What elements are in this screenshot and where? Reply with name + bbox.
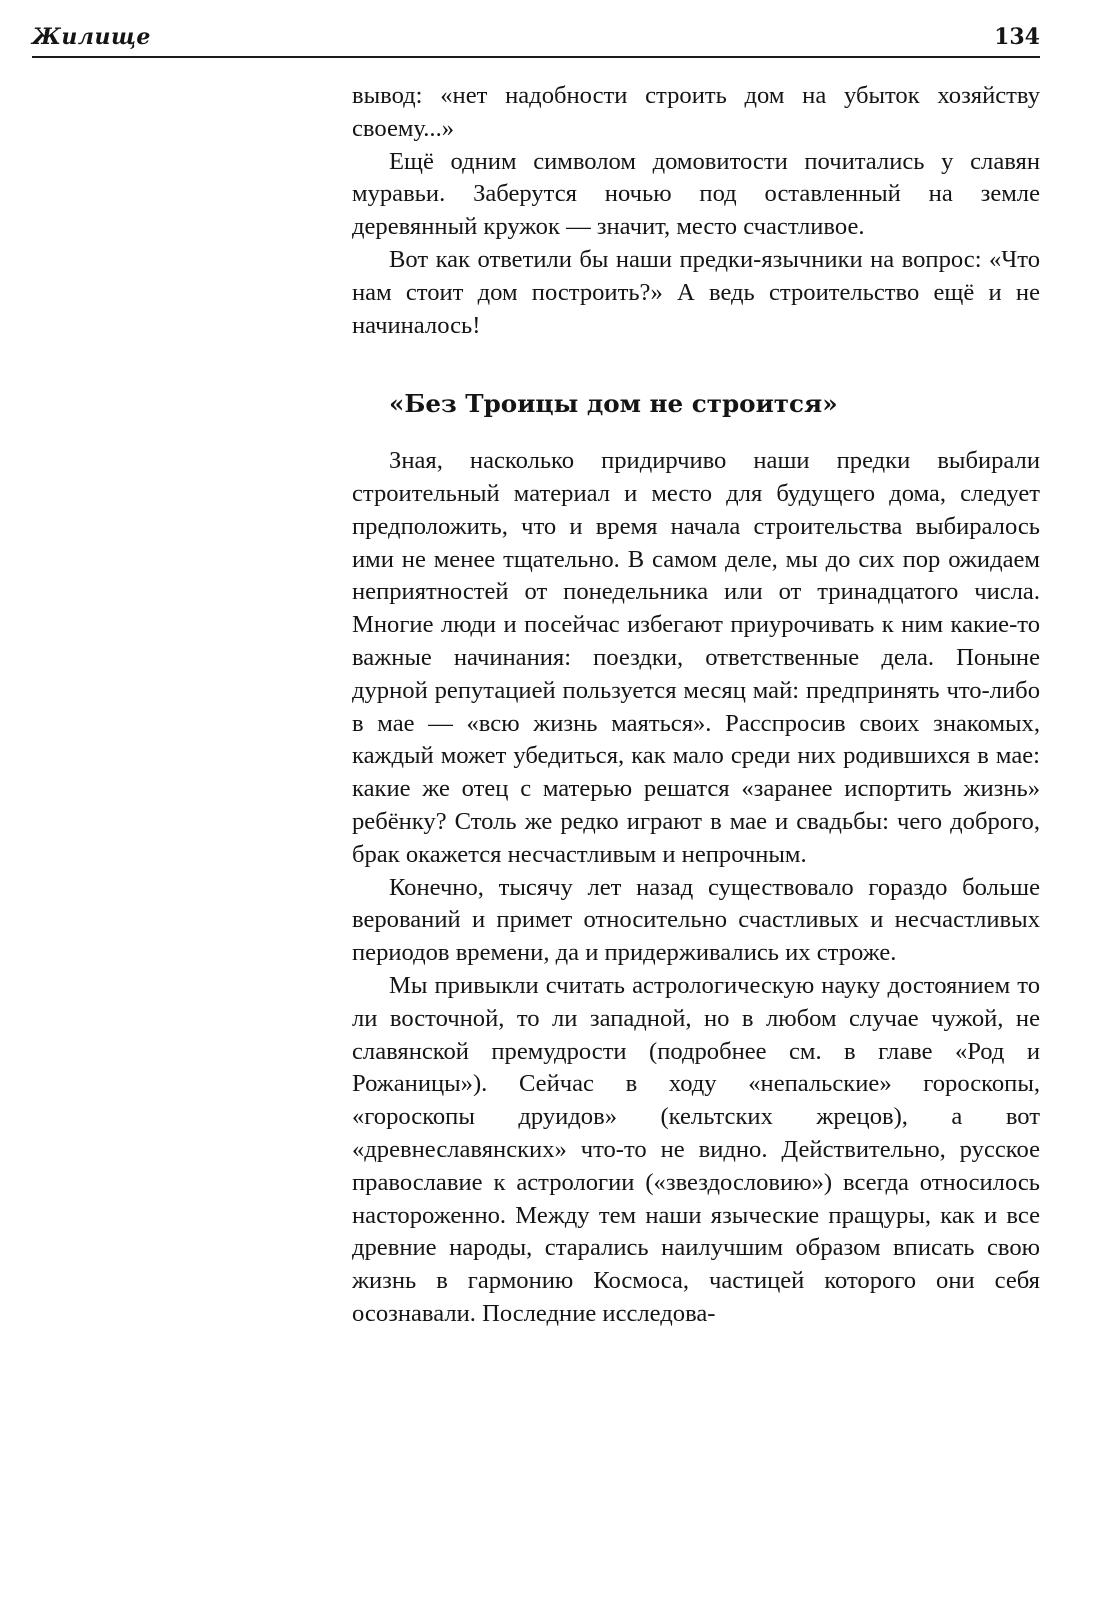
paragraph: вывод: «нет надобности строить дом на убыток хозяйству своему...» [352, 82, 1040, 142]
running-header [32, 22, 1040, 58]
paragraph: Мы привыкли считать астрологическую науку достоянием то ли восточной, то ли западной, но в любом случае чужой, не славянской премудрости (подробнее см. в главе «Род и Рожаницы»). Сейчас в ходу «непальские» гороскопы, «гороскопы друидов» (кельтских жрецов), а вот «древнеславянских» что-то не видно. Действительно, русское православие к астрологии («звездословию») всегда относилось настороженно. Между тем наши языческие пращуры, как и все древние народы, старались наилучшим образом вписать свою жизнь в гармонию Космоса, частицей которого они себя осознавали. Последние исследова- [352, 971, 1040, 1327]
paragraph: Ещё одним символом домовитости почитались у славян муравьи. Заберутся ночью под оставленный на земле деревянный кружок — значит, место счастливое. [352, 147, 1040, 241]
paragraph: Вот как ответили бы наши предки-язычники на вопрос: «Что нам стоит дом построить?» А ведь строительство ещё и не начиналось! [352, 245, 1040, 339]
paragraph: Конечно, тысячу лет назад существовало гораздо больше верований и примет относительно счастливых и несчастливых периодов времени, да и придерживались их строже. [352, 873, 1040, 967]
chapter-title: Жилище [32, 24, 151, 50]
text-column [352, 80, 1040, 1331]
page-number: 134 [994, 24, 1040, 50]
section-heading: «Без Троицы дом не строится» [389, 389, 838, 419]
paragraph: Зная, насколько придирчиво наши предки выбирали строительный материал и место для будущего дома, следует предположить, что и время начала строительства выбиралось ими не менее тщательно. В самом деле, мы до сих пор ожидаем неприятностей от понедельника или от тринадцатого числа. Многие люди и посейчас избегают приурочивать к ним какие-то важные начинания: поездки, ответственные дела. Поныне дурной репутацией пользуется месяц май: предпринять что-либо в мае — «всю жизнь маяться». Расспросив своих знакомых, каждый может убедиться, как мало среди них родившихся в мае: какие же отец с матерью решатся «заранее испортить жизнь» ребёнку? Столь же редко играют в мае и свадьбы: чего доброго, брак окажется несчастливым и непрочным. [352, 447, 1040, 868]
